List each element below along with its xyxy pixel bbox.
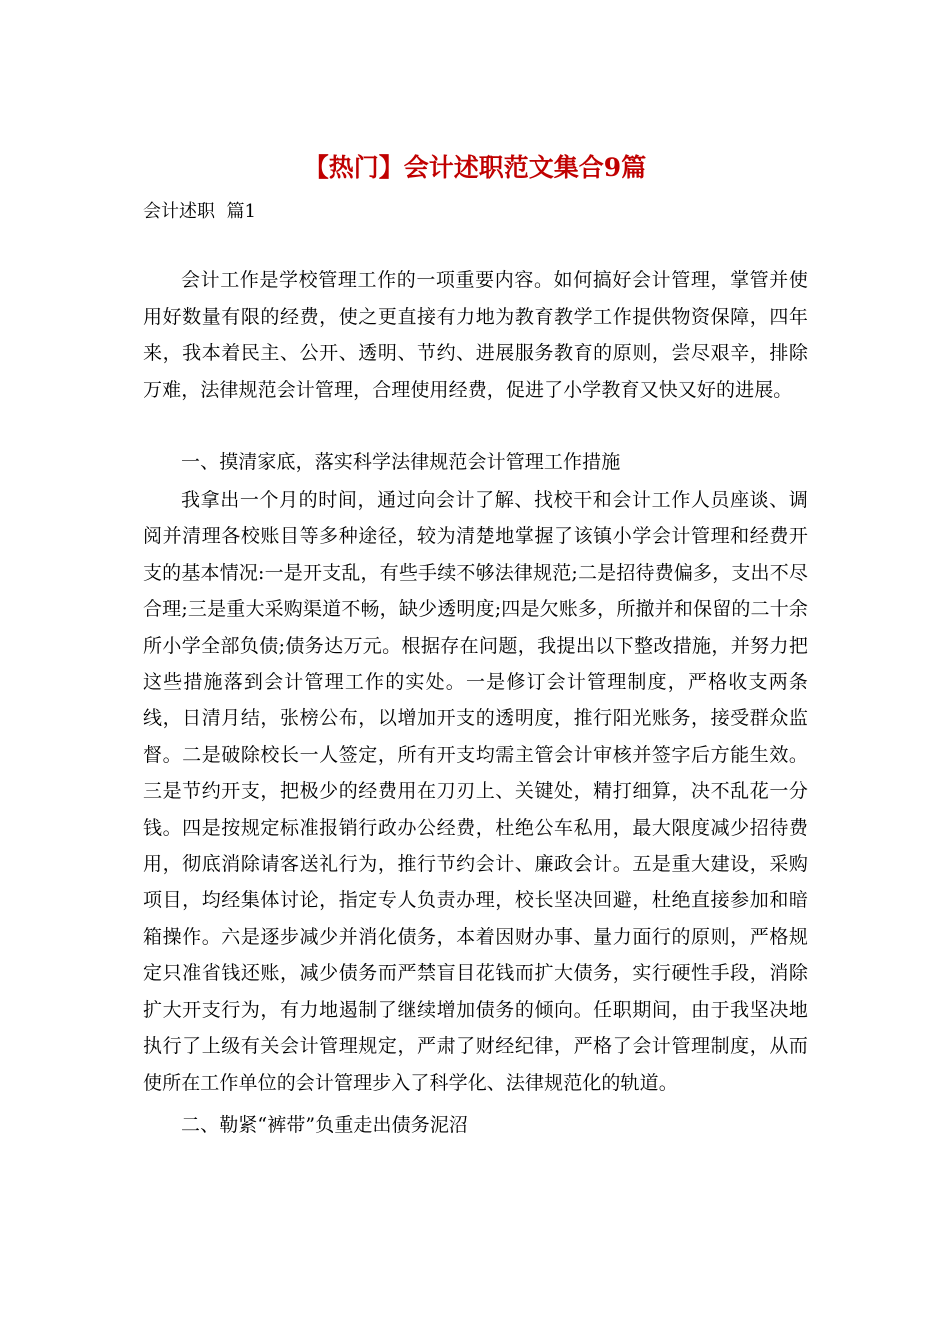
body-paragraph-1: 我拿出一个月的时间，通过向会计了解、找校干和会计工作人员座谈、调阅并清理各校账目等多种途径，较为清楚地掌握了该镇小学会计管理和经费开支的基本情况:一是开支乱，有些手续不够法律规范;二是招待费偏多，支出不尽合理;三是重大采购渠道不畅，缺少透明度;四是欠账多，所撤并和保留的二十余所小学全部负债;债务达万元。根据存在问题，我提出以下整改措施，并努力把这些措施落到会计管理工作的实处。一是修订会计管理制度，严格收支两条线，日清月结，张榜公布，以增加开支的透明度，推行阳光账务，接受群众监督。二是破除校长一人签定，所有开支均需主管会计审核并签字后方能生效。三是节约开支，把极少的经费用在刀刃上、关键处，精打细算，决不乱花一分钱。四是按规定标准报销行政办公经费，杜绝公车私用，最大限度减少招待费用，彻底消除请客送礼行为，推行节约会计、廉政会计。五是重大建设，采购项目，均经集体讨论，指定专人负责办理，校长坚决回避，杜绝直接参加和暗箱操作。六是逐步减少并消化债务，本着因财办事、量力面行的原则，严格规定只准省钱还账，减少债务而严禁盲目花钱而扩大债务，实行硬性手段，消除扩大开支行为，有力地遏制了继续增加债务的倾向。任职期间，由于我坚决地执行了上级有关会计管理规定，严肃了财经纪律，严格了会计管理制度，从而使所在工作单位的会计管理步入了科学化、法律规范化的轨道。 xyxy=(143,489,808,1094)
subheading-1: 一、摸清家底，落实科学法律规范会计管理工作措施 xyxy=(181,451,621,473)
intro-paragraph: 会计工作是学校管理工作的一项重要内容。如何搞好会计管理，掌管并使用好数量有限的经费，使之更直接有力地为教育教学工作提供物资保障，四年来，我本着民主、公开、透明、节约、进展服务教育的原则，尝尽艰辛，排除万难，法律规范会计管理，合理使用经费，促进了小学教育又快又好的进展。 xyxy=(143,269,808,401)
document-title: 【热门】会计述职范文集合9篇 xyxy=(303,153,647,182)
subheading-2: 二、勒紧“裤带”负重走出债务泥沼 xyxy=(181,1114,469,1136)
section-heading: 会计述职 篇1 xyxy=(143,201,256,222)
